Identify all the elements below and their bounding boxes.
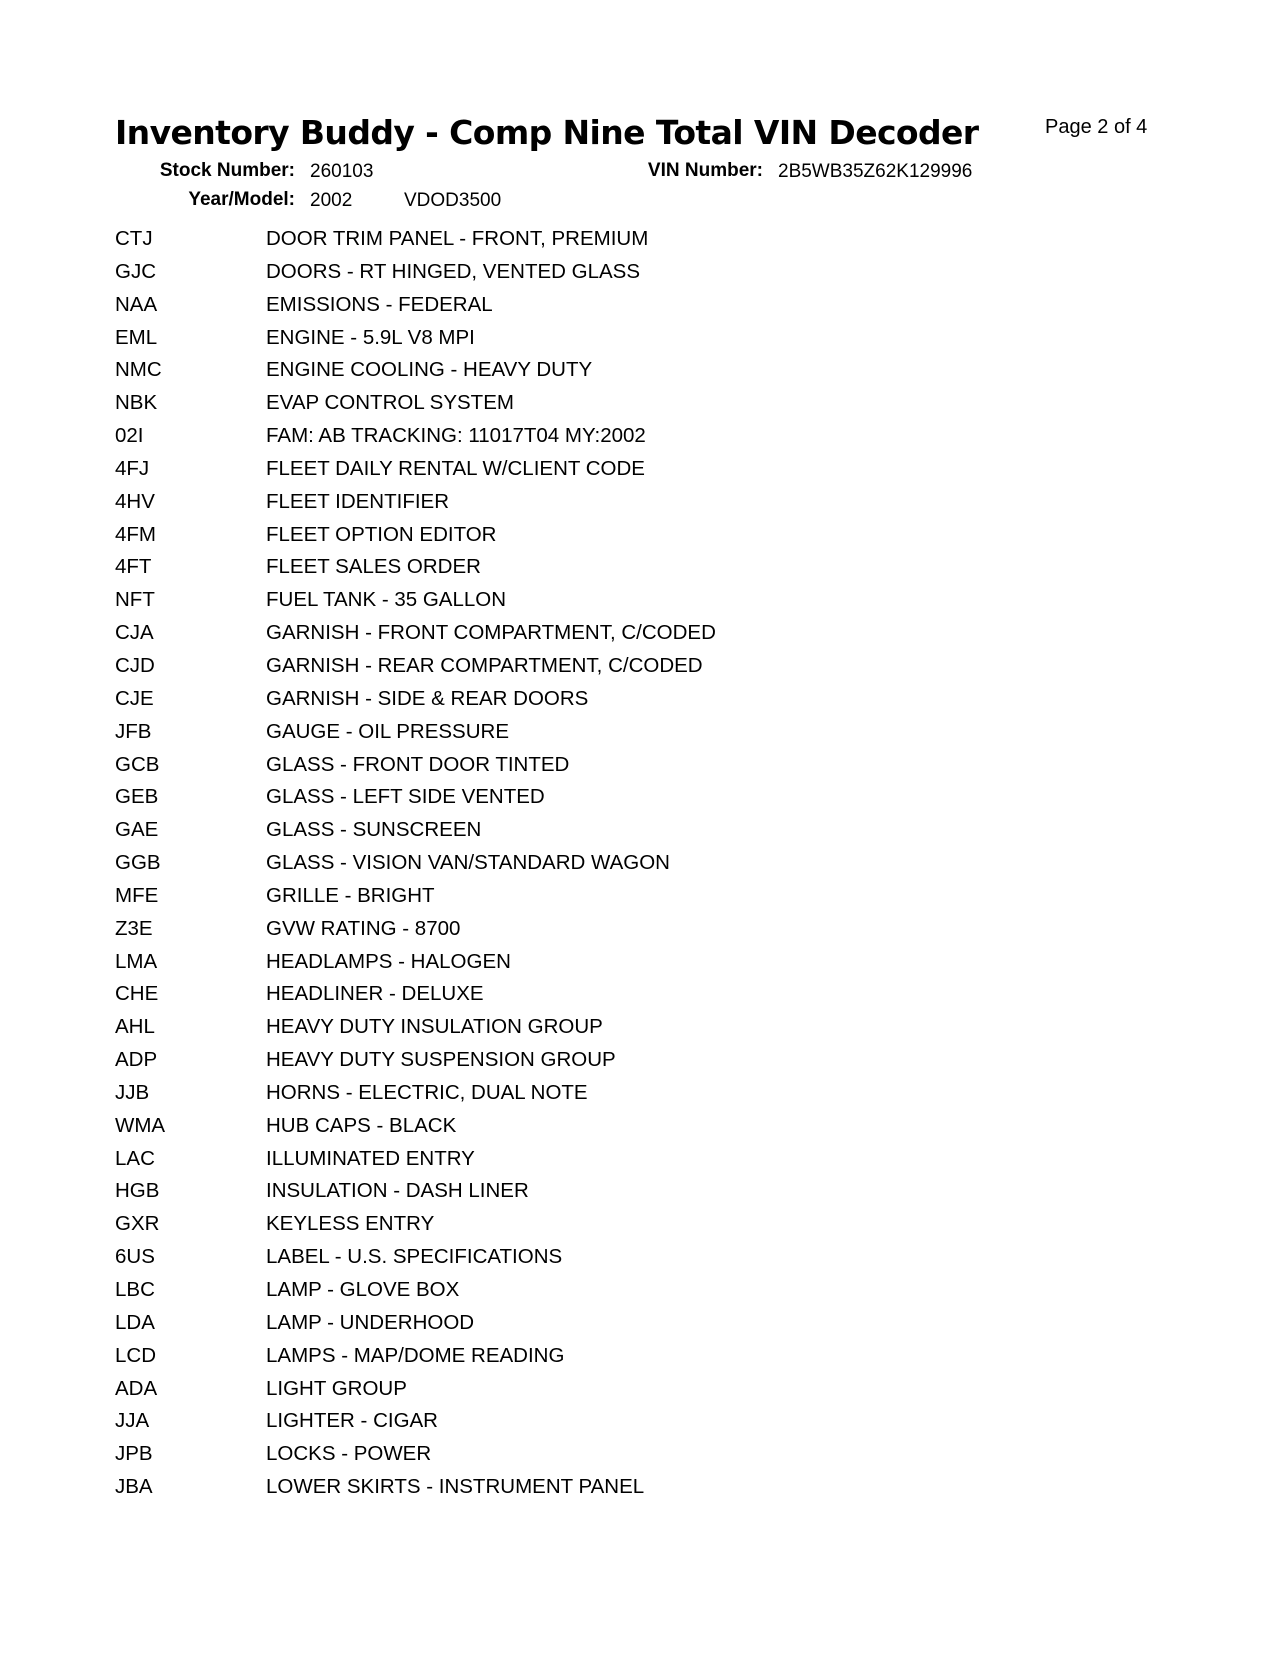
option-row [115, 1377, 1115, 1410]
option-description: LAMP - UNDERHOOD [266, 1310, 475, 1334]
option-code: JBA [115, 1475, 153, 1499]
option-row [115, 326, 1115, 359]
option-row [115, 950, 1115, 983]
option-description: LAMP - GLOVE BOX [266, 1278, 460, 1301]
option-description: ENGINE COOLING - HEAVY DUTY [266, 358, 593, 382]
option-code: NAA [115, 292, 158, 316]
option-description: EMISSIONS - FEDERAL [266, 292, 493, 316]
option-row [115, 851, 1115, 884]
option-code: GAE [115, 818, 159, 842]
vin-number-label: VIN Number: [647, 160, 763, 181]
option-row [115, 687, 1115, 720]
option-description: DOOR TRIM PANEL - FRONT, PREMIUM [266, 227, 649, 250]
option-code: ADP [115, 1048, 158, 1072]
option-description: FAM: AB TRACKING: 11017T04 MY:2002 [266, 424, 646, 448]
option-code: CTJ [115, 227, 153, 250]
option-code-list [115, 227, 1115, 1508]
option-row [115, 490, 1115, 523]
option-description: FLEET DAILY RENTAL W/CLIENT CODE [266, 456, 645, 480]
option-row [115, 555, 1115, 588]
option-row [115, 1179, 1115, 1212]
option-description: ENGINE - 5.9L V8 MPI [266, 325, 475, 349]
option-code: JJA [115, 1409, 150, 1433]
option-code: LDA [115, 1310, 155, 1334]
option-description: GAUGE - OIL PRESSURE [266, 719, 510, 743]
option-row [115, 1048, 1115, 1081]
option-code: LBC [115, 1278, 155, 1301]
option-code: 4FJ [115, 456, 150, 480]
option-description: GVW RATING - 8700 [266, 916, 461, 940]
option-code: CJD [115, 653, 155, 677]
option-description: LABEL - U.S. SPECIFICATIONS [266, 1245, 563, 1269]
option-row [115, 358, 1115, 391]
option-row [115, 523, 1115, 556]
option-code: AHL [115, 1015, 155, 1039]
option-row [115, 884, 1115, 917]
option-row [115, 818, 1115, 851]
option-description: GLASS - VISION VAN/STANDARD WAGON [266, 851, 670, 875]
option-row [115, 1114, 1115, 1147]
option-row [115, 654, 1115, 687]
option-row [115, 1442, 1115, 1475]
option-description: GRILLE - BRIGHT [266, 883, 435, 907]
option-code: MFE [115, 883, 159, 907]
option-row [115, 1278, 1115, 1311]
option-row [115, 424, 1115, 457]
option-code: GCB [115, 752, 160, 776]
option-row [115, 1081, 1115, 1114]
option-description: HEAVY DUTY INSULATION GROUP [266, 1015, 603, 1039]
option-description: GARNISH - REAR COMPARTMENT, C/CODED [266, 653, 703, 677]
option-code: 4FT [115, 555, 152, 579]
option-description: LOWER SKIRTS - INSTRUMENT PANEL [266, 1475, 645, 1499]
option-row [115, 1475, 1115, 1508]
option-description: ILLUMINATED ENTRY [266, 1146, 475, 1170]
option-code: GXR [115, 1212, 160, 1236]
option-code: GGB [115, 851, 161, 875]
option-description: HEADLINER - DELUXE [266, 982, 484, 1006]
option-row [115, 1344, 1115, 1377]
option-row [115, 1245, 1115, 1278]
option-row [115, 720, 1115, 753]
option-description: EVAP CONTROL SYSTEM [266, 391, 514, 415]
option-row [115, 260, 1115, 293]
option-code: JFB [115, 719, 152, 743]
option-row [115, 391, 1115, 424]
option-row [115, 1015, 1115, 1048]
option-description: LIGHT GROUP [266, 1376, 407, 1400]
option-description: GLASS - SUNSCREEN [266, 818, 482, 842]
option-description: GLASS - FRONT DOOR TINTED [266, 752, 570, 776]
option-code: CJE [115, 686, 154, 710]
model-value: VDOD3500 [404, 190, 502, 211]
option-code: GJC [115, 259, 156, 283]
option-description: HEADLAMPS - HALOGEN [266, 949, 511, 973]
option-description: FLEET OPTION EDITOR [266, 522, 497, 546]
option-code: JPB [115, 1442, 153, 1466]
option-code: 4FM [115, 522, 156, 546]
option-row [115, 457, 1115, 490]
option-description: HUB CAPS - BLACK [266, 1113, 457, 1137]
option-code: LCD [115, 1343, 157, 1367]
option-row [115, 621, 1115, 654]
option-description: GARNISH - SIDE & REAR DOORS [266, 686, 589, 710]
option-description: KEYLESS ENTRY [266, 1212, 435, 1236]
option-row [115, 1409, 1115, 1442]
option-code: NBK [115, 391, 158, 415]
option-row [115, 227, 1115, 260]
option-description: INSULATION - DASH LINER [266, 1179, 529, 1203]
option-description: HEAVY DUTY SUSPENSION GROUP [266, 1048, 616, 1072]
option-code: 4HV [115, 489, 155, 513]
stock-number-value: 260103 [310, 161, 374, 182]
option-description: GLASS - LEFT SIDE VENTED [266, 785, 545, 809]
option-code: NMC [115, 358, 162, 382]
vin-number-value: 2B5WB35Z62K129996 [778, 161, 973, 182]
report-title: Inventory Buddy - Comp Nine Total VIN Decoder [115, 113, 979, 152]
option-code: JJB [115, 1080, 150, 1104]
option-code: WMA [115, 1113, 166, 1137]
option-description: DOORS - RT HINGED, VENTED GLASS [266, 259, 641, 283]
option-description: LAMPS - MAP/DOME READING [266, 1343, 565, 1367]
option-code: 02I [115, 424, 144, 448]
option-code: CJA [115, 621, 154, 645]
option-description: LOCKS - POWER [266, 1442, 432, 1466]
option-row [115, 1311, 1115, 1344]
option-code: ADA [115, 1376, 158, 1400]
stock-number-label: Stock Number: [159, 160, 295, 181]
option-row [115, 1147, 1115, 1180]
option-code: LAC [115, 1146, 155, 1170]
option-row [115, 293, 1115, 326]
option-description: FUEL TANK - 35 GALLON [266, 588, 507, 612]
option-row [115, 917, 1115, 950]
option-code: LMA [115, 949, 158, 973]
option-description: HORNS - ELECTRIC, DUAL NOTE [266, 1080, 588, 1104]
option-row [115, 1212, 1115, 1245]
option-code: Z3E [115, 916, 153, 940]
page-indicator: Page 2 of 4 [1045, 116, 1148, 138]
year-model-label: Year/Model: [188, 189, 295, 210]
option-code: CHE [115, 982, 159, 1006]
option-row [115, 588, 1115, 621]
option-row [115, 982, 1115, 1015]
option-code: EML [115, 325, 158, 349]
option-row [115, 785, 1115, 818]
option-description: GARNISH - FRONT COMPARTMENT, C/CODED [266, 621, 716, 645]
option-description: FLEET IDENTIFIER [266, 489, 450, 513]
year-value: 2002 [310, 190, 353, 211]
option-row [115, 753, 1115, 786]
option-description: FLEET SALES ORDER [266, 555, 481, 579]
option-description: LIGHTER - CIGAR [266, 1409, 438, 1433]
option-code: 6US [115, 1245, 155, 1269]
option-code: NFT [115, 588, 155, 612]
option-code: HGB [115, 1179, 160, 1203]
option-code: GEB [115, 785, 159, 809]
